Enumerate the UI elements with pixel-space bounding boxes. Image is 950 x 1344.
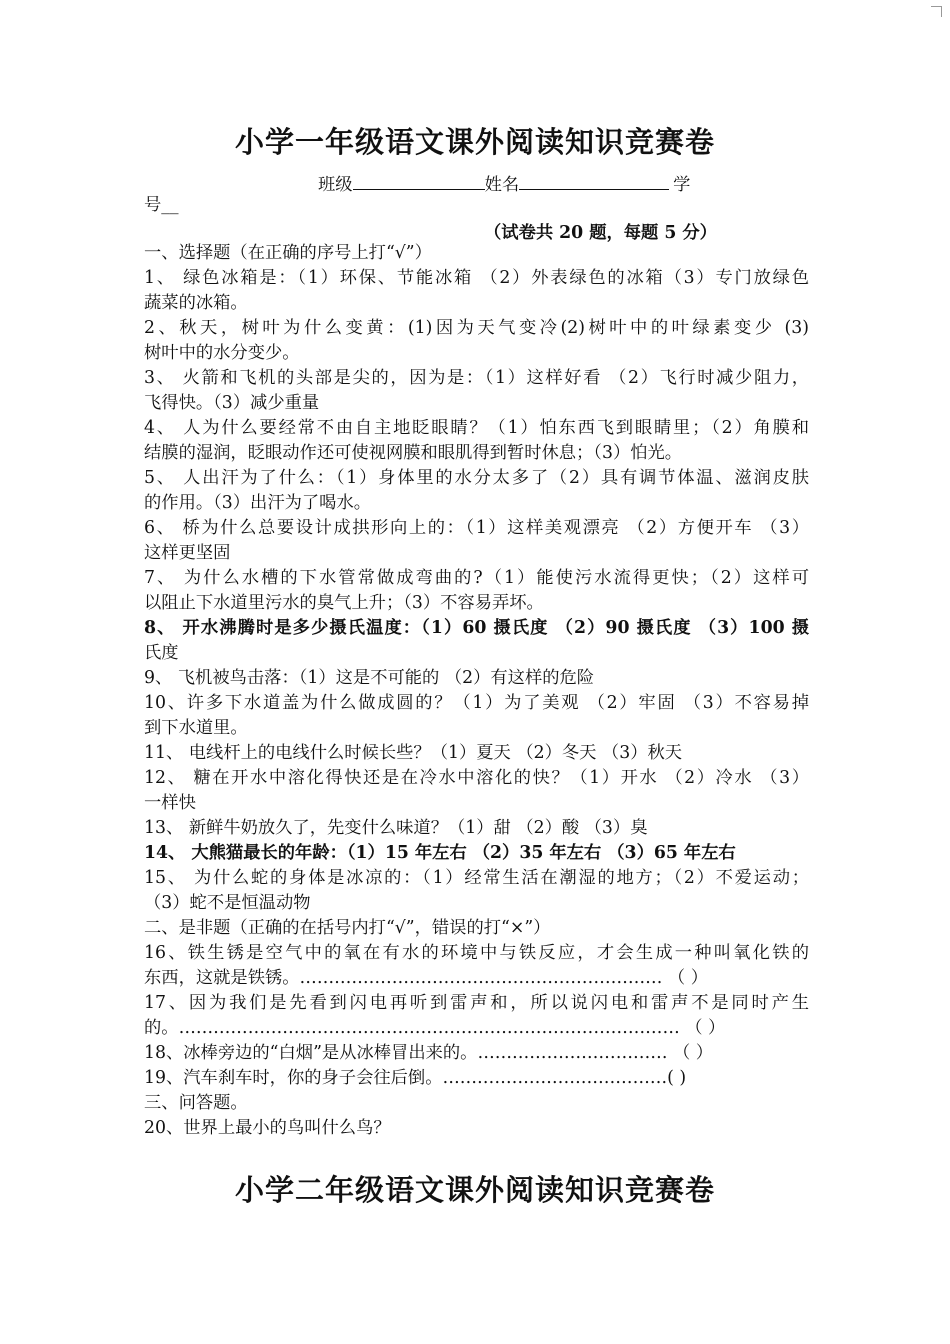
doc-line-21: 11、 电线杆上的电线什么时候长些？（1）夏天 （2）冬天 （3）秋天: [144, 743, 683, 763]
doc-line-29: 16、铁生锈是空气中的氧在有水的环境中与铁反应，才会生成一种叫氧化铁的: [144, 943, 809, 963]
doc-line-18: 9、 飞机被鸟击落：（1）这是不可能的 （2）有这样的危险: [144, 668, 595, 688]
doc-line-4: 2、秋天，树叶为什么变黄：(1)因为天气变冷(2)树叶中的叶绿素变少 (3): [144, 318, 809, 338]
doc-line-27: （3）蛇不是恒温动物: [144, 893, 311, 913]
doc-line-6: 3、 火箭和飞机的头部是尖的，因为是：（1）这样好看 （2）飞行时减少阻力，: [144, 368, 809, 388]
doc-line-19: 10、许多下水道盖为什么做成圆的？（1）为了美观 （2）牢固 （3）不容易掉: [144, 693, 809, 713]
doc-line-10: 5、 人出汗为了什么：（1）身体里的水分太多了（2）具有调节体温、滋润皮肤: [144, 468, 809, 488]
doc-line-31: 17、因为我们是先看到闪电再听到雷声和，所以说闪电和雷声不是同时产生: [144, 993, 809, 1013]
doc-line-28: 二、是非题（正确的在括号内打“√”，错误的打“×”）: [144, 918, 551, 938]
name-blank[interactable]: [519, 171, 669, 190]
class-blank[interactable]: [353, 171, 485, 190]
second-title: 小学二年级语文课外阅读知识竞赛卷: [234, 1173, 715, 1207]
doc-line-16: 8、 开水沸腾时是多少摄氏温度：（1）60 摄氏度 （2）90 摄氏度 （3）100 摄: [144, 618, 809, 638]
doc-line-30: 东西，这就是铁锈。……………………………………………………… （ ）: [144, 968, 708, 988]
doc-line-24: 13、 新鲜牛奶放久了，先变什么味道？（1）甜 （2）酸 （3）臭: [144, 818, 648, 838]
doc-line-15: 以阻止下水道里污水的臭气上升；（3）不容易弄坏。: [144, 593, 544, 613]
doc-line-12: 6、 桥为什么总要设计成拱形向上的：（1）这样美观漂亮 （2）方便开车 （3）: [144, 518, 809, 538]
doc-line-26: 15、 为什么蛇的身体是冰凉的：（1）经常生活在潮湿的地方；（2）不爱运动；: [144, 868, 809, 888]
class-label: 班级: [318, 175, 353, 195]
name-label: 姓名: [484, 175, 520, 195]
doc-line-14: 7、 为什么水槽的下水管常做成弯曲的?（1）能使污水流得更快；（2）这样可: [144, 568, 809, 588]
doc-line-13: 这样更坚固: [144, 543, 231, 563]
doc-line-11: 的作用。（3）出汗为了喝水。: [144, 493, 372, 513]
doc-line-22: 12、 糖在开水中溶化得快还是在冷水中溶化的快？（1）开水 （2）冷水 （3）: [144, 768, 809, 788]
doc-line-23: 一样快: [144, 793, 196, 813]
doc-line-17: 氏度: [144, 643, 179, 663]
doc-line-2: 1、 绿色冰箱是：（1）环保、节能冰箱 （2）外表绿色的冰箱（3）专门放绿色: [144, 268, 809, 288]
doc-line-33: 18、冰棒旁边的“白烟”是从冰棒冒出来的。…………………………… （ ）: [144, 1043, 714, 1063]
doc-line-32: 的。…………………………………………………………………………… （ ）: [144, 1018, 726, 1038]
student-id-label-b: 号__: [144, 195, 179, 215]
student-id-label-a: 学: [673, 175, 691, 195]
doc-line-34: 19、汽车刹车时，你的身子会往后倒。…………………………………( ): [144, 1068, 687, 1088]
doc-line-36: 20、世界上最小的鸟叫什么鸟？: [144, 1118, 391, 1138]
score-note: （试卷共 20 题，每题 5 分）: [484, 223, 717, 243]
doc-line-9: 结膜的湿润，眨眼动作还可使视网膜和眼肌得到暂时休息；（3）怕光。: [144, 443, 683, 463]
doc-line-8: 4、 人为什么要经常不由自主地眨眼睛？（1）怕东西飞到眼睛里；（2）角膜和: [144, 418, 809, 438]
doc-line-5: 树叶中的水分变少。: [144, 343, 300, 363]
doc-line-7: 飞得快。（3）减少重量: [144, 393, 320, 413]
doc-line-3: 蔬菜的冰箱。: [144, 293, 248, 313]
student-info-line: [318, 170, 690, 195]
doc-line-25: 14、 大熊猫最长的年龄：（1）15 年左右 （2）35 年左右 （3）65 年左右: [144, 843, 736, 863]
doc-line-1: 一、选择题（在正确的序号上打“√”）: [144, 243, 432, 263]
doc-line-35: 三、问答题。: [144, 1093, 248, 1113]
doc-line-20: 到下水道里。: [144, 718, 248, 738]
page-corner-mark: [931, 6, 942, 17]
page-title: 小学一年级语文课外阅读知识竞赛卷: [234, 125, 715, 159]
